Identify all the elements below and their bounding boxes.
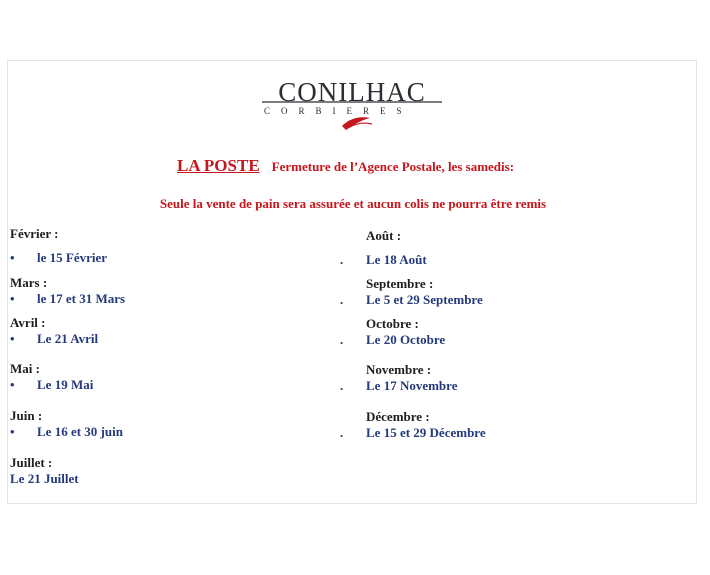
bullet: . [340, 252, 344, 267]
bullet: • [10, 331, 15, 346]
month-group [10, 226, 108, 266]
month-label: Septembre : [366, 276, 434, 291]
date-entry [340, 252, 427, 268]
month-group [10, 315, 99, 347]
month-group [10, 361, 94, 393]
month-label: Avril : [10, 315, 46, 330]
date-entry [10, 250, 108, 266]
closure-dates: Le 20 Octobre [366, 332, 446, 347]
month-group [340, 276, 483, 308]
headline-title: Fermeture de l’Agence Postale, les samedis: [271, 159, 515, 174]
month-label: Mai : [10, 361, 40, 376]
date-entry [10, 424, 123, 440]
month-group [10, 455, 79, 487]
closure-dates: Le 21 Avril [37, 331, 99, 346]
bullet: . [340, 332, 344, 347]
closure-dates: le 17 et 31 Mars [37, 291, 126, 306]
bullet: . [340, 292, 344, 307]
month-group [340, 228, 427, 268]
date-entry [340, 332, 446, 348]
month-label: Juillet : [10, 455, 53, 470]
closure-dates: Le 18 Août [366, 252, 427, 267]
month-label: Février : [10, 226, 59, 241]
bullet: . [340, 425, 344, 440]
logo-swoosh-icon [262, 78, 442, 134]
notice-text: Seule la vente de pain sera assurée et aucun colis ne pourra être remis [159, 196, 547, 211]
logo-subtitle: CORBIERES [264, 106, 413, 116]
month-group [340, 362, 458, 394]
month-label: Juin : [10, 408, 43, 423]
date-entry [340, 425, 486, 441]
month-group [340, 316, 446, 348]
closure-dates: Le 16 et 30 juin [37, 424, 123, 439]
headline [177, 156, 514, 176]
month-label: Mars : [10, 275, 48, 290]
bullet: • [10, 377, 15, 392]
date-entry [340, 292, 483, 308]
month-label: Décembre : [366, 409, 430, 424]
closure-dates: Le 17 Novembre [366, 378, 458, 393]
month-label: Novembre : [366, 362, 432, 377]
month-group [10, 275, 126, 307]
conilhac-logo [262, 78, 442, 134]
date-entry [10, 471, 79, 487]
month-label: Août : [366, 228, 402, 243]
closure-dates: Le 15 et 29 Décembre [366, 425, 486, 440]
date-entry [340, 378, 458, 394]
date-entry [10, 331, 99, 347]
closure-dates: Le 21 Juillet [10, 471, 79, 486]
month-group [10, 408, 123, 440]
date-entry [10, 377, 94, 393]
bullet: • [10, 250, 15, 265]
month-group [340, 409, 486, 441]
closure-dates: Le 19 Mai [37, 377, 94, 392]
closure-dates: le 15 Février [37, 250, 108, 265]
bullet: • [10, 291, 15, 306]
month-label: Octobre : [366, 316, 419, 331]
bullet: • [10, 424, 15, 439]
logo-name: CONILHAC [278, 77, 426, 107]
date-entry [10, 291, 126, 307]
bullet: . [340, 378, 344, 393]
closure-dates: Le 5 et 29 Septembre [366, 292, 483, 307]
service-name: LA POSTE [177, 156, 260, 175]
